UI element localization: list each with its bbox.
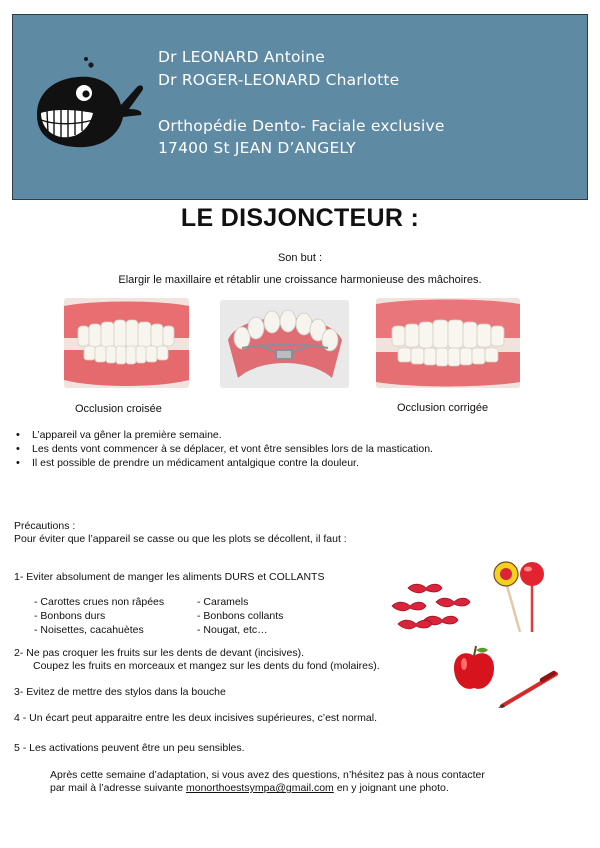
address-text: 17400 St JEAN D’ANGELY <box>158 139 356 157</box>
gummy-candy-icon <box>388 580 474 636</box>
footer-suffix: en y joignant une photo. <box>333 782 449 794</box>
bullet-item: • Il est possible de prendre un médicament antalgique contre la douleur. <box>14 456 574 470</box>
footer-prefix: par mail à l’adresse suivante <box>50 782 186 794</box>
food-item: - Caramels <box>197 596 249 608</box>
doctor-name-1: Dr LEONARD Antoine <box>158 48 325 66</box>
precaution-item-5: 5 - Les activations peuvent être un peu sensibles. <box>14 742 245 754</box>
bullet-item: • L’appareil va gêner la première semaine. <box>14 428 574 442</box>
specialty-text: Orthopédie Dento- Faciale exclusive <box>158 117 445 135</box>
pen-icon <box>496 668 562 710</box>
whale-logo-icon <box>33 53 145 153</box>
precaution-item-2-detail: Coupez les fruits en morceaux et mangez sur les dents du fond (molaires). <box>33 660 380 672</box>
caption-crossbite: Occlusion croisée <box>75 403 162 415</box>
teeth-photo-corrected <box>376 298 520 388</box>
foods-list-left <box>34 595 164 637</box>
food-item: - Nougat, etc… <box>197 624 268 636</box>
food-item: - Noisettes, cacahuètes <box>34 624 144 636</box>
footer-line-1: Après cette semaine d’adaptation, si vous avez des questions, n’hésitez pas à nous contacter <box>50 769 485 781</box>
goal-label: Son but : <box>277 252 323 264</box>
precaution-item-2: 2- Ne pas croquer les fruits sur les dents de devant (incisives). <box>14 647 305 659</box>
page-title: LE DISJONCTEUR : <box>180 204 420 232</box>
precaution-item-3: 3- Evitez de mettre des stylos dans la bouche <box>14 686 226 698</box>
header-banner <box>12 14 588 200</box>
precautions-title: Précautions : <box>14 520 76 532</box>
contact-email-link[interactable]: monorthoestsympa@gmail.com <box>185 782 334 794</box>
food-item: - Bonbons collants <box>197 610 284 622</box>
footer-line-2 <box>50 781 449 795</box>
doctor-name-2: Dr ROGER-LEONARD Charlotte <box>158 71 400 89</box>
precaution-item-4: 4 - Un écart peut apparaitre entre les deux incisives supérieures, c’est normal. <box>14 712 378 724</box>
lollipop-icon <box>488 560 550 636</box>
apple-icon <box>452 644 496 692</box>
teeth-photo-crossbite <box>64 298 189 388</box>
bullet-item: • Les dents vont commencer à se déplacer, et vont être sensibles lors de la mastication. <box>14 442 574 456</box>
food-item: - Bonbons durs <box>34 610 106 622</box>
precautions-intro: Pour éviter que l’appareil se casse ou que les plots se décollent, il faut : <box>14 533 347 545</box>
foods-list-right <box>197 595 283 637</box>
disjoncteur-appliance-photo <box>220 300 349 388</box>
goal-text: Elargir le maxillaire et rétablir une croissance harmonieuse des mâchoires. <box>118 274 482 286</box>
precaution-item-1: 1- Eviter absolument de manger les aliments DURS et COLLANTS <box>14 571 325 583</box>
info-bullet-list <box>14 428 574 470</box>
caption-corrected: Occlusion corrigée <box>397 402 489 414</box>
food-item: - Carottes crues non râpées <box>34 596 165 608</box>
